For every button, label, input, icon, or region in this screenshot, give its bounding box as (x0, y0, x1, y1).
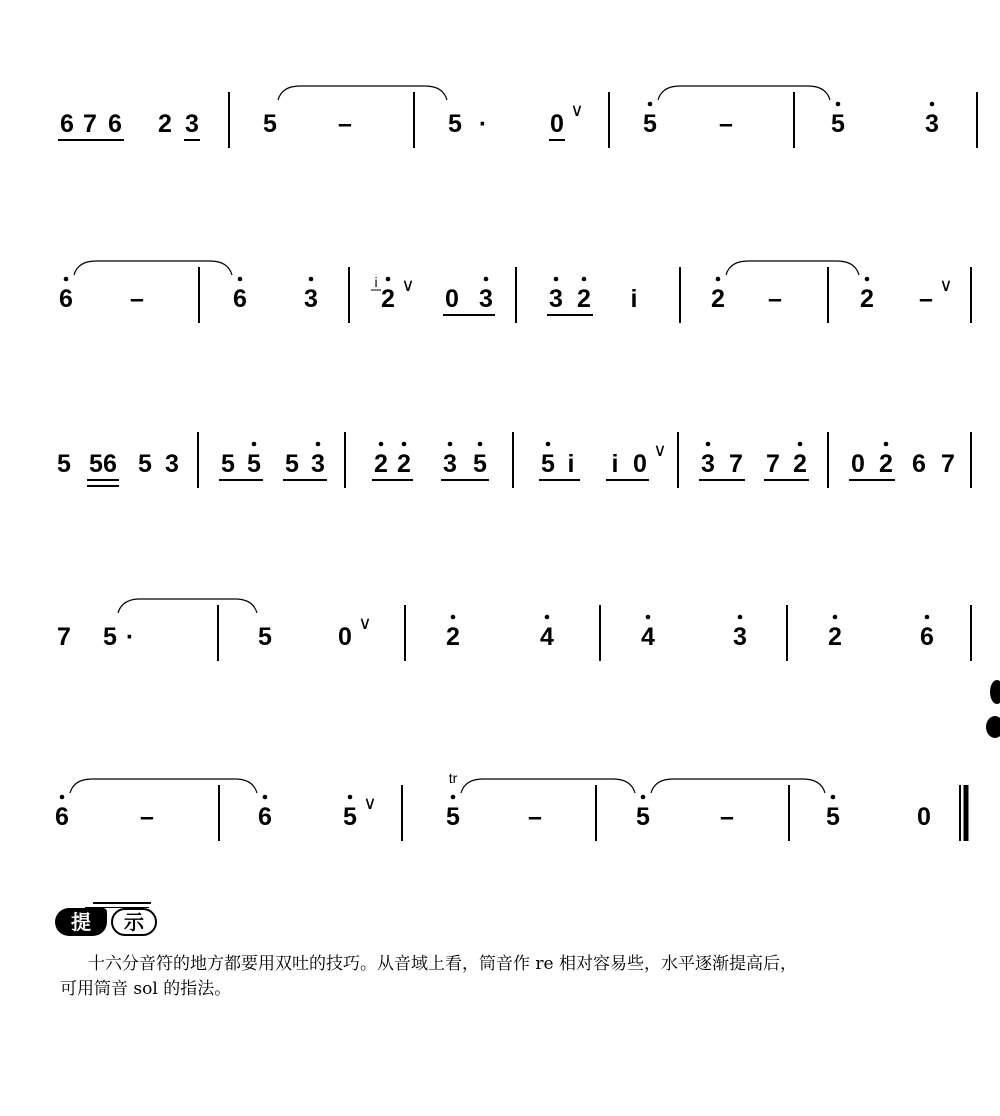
tip-badge-right: 示 (111, 908, 157, 936)
note: i (567, 450, 575, 478)
octave-dot (546, 442, 551, 447)
note: 7 (83, 110, 97, 138)
note: 6 (59, 285, 73, 313)
note: 0 (338, 623, 352, 651)
octave-dot (554, 277, 559, 282)
octave-dot (263, 795, 268, 800)
note: 4 (540, 623, 554, 651)
note: 0 (851, 450, 865, 478)
note: 3 (311, 450, 325, 478)
slur (278, 86, 447, 100)
note: 0 (550, 110, 564, 138)
octave-dot (833, 615, 838, 620)
note: 2 (793, 450, 807, 478)
note: i (630, 285, 638, 313)
octave-dot (348, 795, 353, 800)
note: 5 (541, 450, 555, 478)
note: · (125, 623, 135, 651)
note: 5 (826, 803, 840, 831)
note: 2 (860, 285, 874, 313)
breath-mark: ∨ (653, 440, 667, 460)
octave-dot (448, 442, 453, 447)
note: 0 (917, 803, 931, 831)
note: 2 (381, 285, 395, 313)
octave-dot (884, 442, 889, 447)
note: 3 (443, 450, 457, 478)
note: 7 (729, 450, 743, 478)
note: 5 (138, 450, 152, 478)
octave-dot (646, 615, 651, 620)
note: 5 (89, 450, 103, 478)
note: 5 (258, 623, 272, 651)
note: 2 (446, 623, 460, 651)
note: 3 (549, 285, 563, 313)
tip-line-2: 可用筒音 sol 的指法。 (60, 979, 232, 999)
octave-dot (648, 102, 653, 107)
page-edge-mark (990, 680, 1000, 704)
note: 5 (221, 450, 235, 478)
note: 0 (633, 450, 647, 478)
octave-dot (865, 277, 870, 282)
octave-dot (451, 795, 456, 800)
octave-dot (930, 102, 935, 107)
octave-dot (309, 277, 314, 282)
note: 3 (304, 285, 318, 313)
note: 6 (920, 623, 934, 651)
octave-dot (379, 442, 384, 447)
tip-line-1: 十六分音符的地方都要用双吐的技巧。从音域上看，筒音作 re 相对容易些，水平逐渐提高后， (88, 954, 797, 974)
tip-text (60, 952, 960, 1002)
note: 2 (374, 450, 388, 478)
note: 5 (446, 803, 460, 831)
note: 0 (445, 285, 459, 313)
octave-dot (451, 615, 456, 620)
tip-badge (55, 898, 165, 938)
note: 6 (258, 803, 272, 831)
note: – (720, 803, 734, 831)
note: 7 (766, 450, 780, 478)
note: 7 (57, 623, 71, 651)
slur (658, 86, 830, 100)
slur (651, 779, 825, 793)
breath-mark: ∨ (401, 275, 415, 295)
breath-mark: ∨ (358, 613, 372, 633)
note: 5 (636, 803, 650, 831)
note: · (478, 110, 488, 138)
note: 5 (343, 803, 357, 831)
octave-dot (836, 102, 841, 107)
note: 5 (448, 110, 462, 138)
octave-dot (582, 277, 587, 282)
note: – (528, 803, 542, 831)
note: 6 (233, 285, 247, 313)
octave-dot (545, 615, 550, 620)
octave-dot (386, 277, 391, 282)
page-edge-mark (986, 716, 1000, 738)
note: 5 (473, 450, 487, 478)
note: 5 (831, 110, 845, 138)
octave-dot (798, 442, 803, 447)
slur (726, 261, 859, 275)
note: 5 (57, 450, 71, 478)
note: 6 (912, 450, 926, 478)
tip-badge-left: 提 (55, 908, 107, 936)
octave-dot (402, 442, 407, 447)
octave-dot (316, 442, 321, 447)
note: 4 (641, 623, 655, 651)
octave-dot (706, 442, 711, 447)
octave-dot (484, 277, 489, 282)
note: 3 (925, 110, 939, 138)
breath-mark: ∨ (570, 100, 584, 120)
note: 3 (733, 623, 747, 651)
slur (74, 261, 232, 275)
note: 6 (55, 803, 69, 831)
octave-dot (738, 615, 743, 620)
note: 2 (158, 110, 172, 138)
note: 3 (479, 285, 493, 313)
octave-dot (925, 615, 930, 620)
octave-dot (252, 442, 257, 447)
note: – (768, 285, 782, 313)
note: – (140, 803, 154, 831)
note: i (611, 450, 619, 478)
note: 5 (285, 450, 299, 478)
note: – (919, 285, 933, 313)
octave-dot (831, 795, 836, 800)
slur (118, 599, 257, 613)
octave-dot (60, 795, 65, 800)
octave-dot (64, 277, 69, 282)
badge-rule (93, 902, 151, 904)
slur (70, 779, 257, 793)
grace-note: i (374, 274, 378, 290)
note: – (338, 110, 352, 138)
octave-dot (716, 277, 721, 282)
breath-mark: ∨ (363, 793, 377, 813)
octave-dot (238, 277, 243, 282)
note: 2 (711, 285, 725, 313)
trill-mark: tr (448, 770, 458, 786)
note: 3 (165, 450, 179, 478)
note: 6 (108, 110, 122, 138)
note: 2 (828, 623, 842, 651)
breath-mark: ∨ (939, 275, 953, 295)
note: 2 (879, 450, 893, 478)
note: 2 (577, 285, 591, 313)
note: 5 (247, 450, 261, 478)
note: 3 (185, 110, 199, 138)
note: 5 (103, 623, 117, 651)
octave-dot (478, 442, 483, 447)
note: – (130, 285, 144, 313)
octave-dot (641, 795, 646, 800)
note: 7 (941, 450, 955, 478)
note: 6 (60, 110, 74, 138)
note: 6 (103, 450, 117, 478)
slur (461, 779, 635, 793)
note: 2 (397, 450, 411, 478)
note: 3 (701, 450, 715, 478)
note: – (719, 110, 733, 138)
note: 5 (263, 110, 277, 138)
note: 5 (643, 110, 657, 138)
